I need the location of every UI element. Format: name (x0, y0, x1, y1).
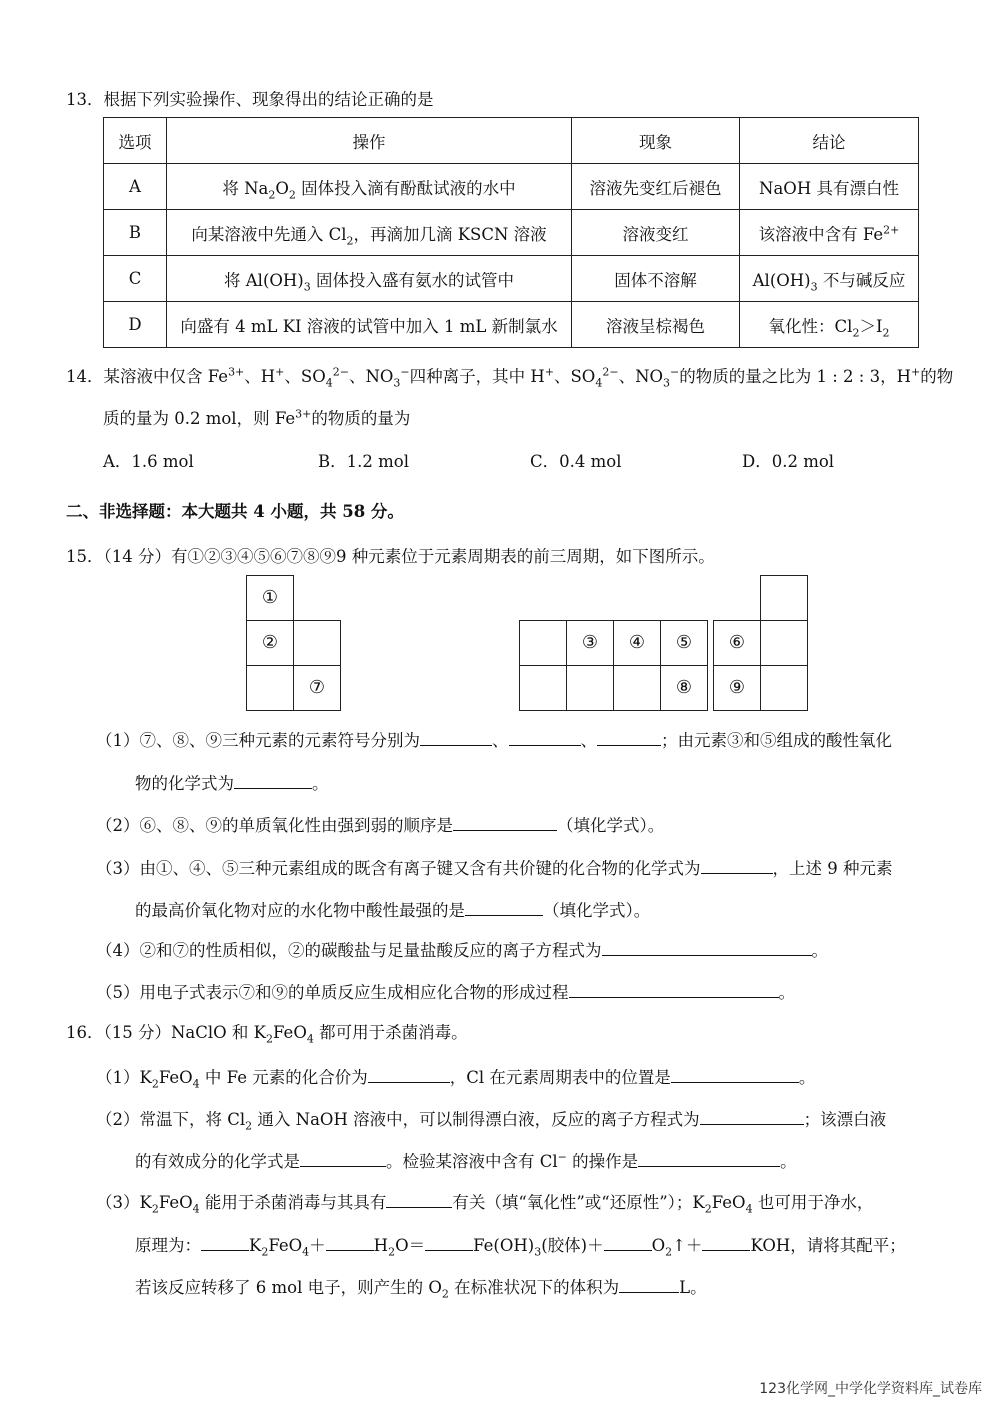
element-cell-empty (519, 620, 567, 666)
element-cell-1: ① (246, 575, 294, 621)
header-conclusion: 结论 (740, 118, 919, 164)
element-cell-8: ⑧ (660, 665, 708, 711)
element-cell-2: ② (246, 620, 294, 666)
q15-stem: 15．（14 分）有①②③④⑤⑥⑦⑧⑨9 种元素位于元素周期表的前三周期，如下图所示。 (66, 547, 715, 566)
answer-blank[interactable] (453, 812, 557, 831)
footer-watermark: 123化学网_中学化学资料库_试卷库 (759, 1381, 982, 1397)
answer-blank[interactable] (671, 1064, 799, 1083)
element-cell-empty (566, 665, 614, 711)
row-conclusion: 该溶液中含有 $Fe^{2+}$ (740, 210, 919, 256)
element-cell-empty (246, 665, 294, 711)
row-operation: 向盛有 4 mL KI 溶液的试管中加入 1 mL 新制氯水 (167, 302, 572, 348)
answer-blank[interactable] (509, 727, 581, 746)
q16-part2: （2）常温下，将 $Cl_2$ 通入 NaOH 溶液中，可以制得漂白液，反应的离子方程式为 ；该漂白液 (96, 1106, 886, 1132)
q14-line1: 14．某溶液中仅含 $Fe^{3+}$、H+、$SO_4^{2-}$、$NO_3^-$四种离子，其中 H+、$SO_4^{2-}$、$NO_3^-$的物质的量之比为 1 : 2 : 3，H+的物 (66, 365, 954, 390)
answer-blank[interactable] (368, 1064, 450, 1083)
answer-blank[interactable] (386, 1189, 452, 1208)
element-cell-6: ⑥ (713, 620, 761, 666)
q15-part3: （3）由①、④、⑤三种元素组成的既含有离子键又含有共价键的化合物的化学式为 ，上述 9 种元素 (96, 855, 893, 881)
coefficient-blank[interactable] (201, 1232, 249, 1251)
q15-part5: （5）用电子式表示⑦和⑨的单质反应生成相应化合物的形成过程 。 (96, 979, 795, 1005)
answer-blank[interactable] (300, 1148, 386, 1167)
q16-stem: 16．（15 分）NaClO 和 $K_2FeO_4$ 都可用于杀菌消毒。 (66, 1023, 468, 1046)
element-cell-4: ④ (613, 620, 661, 666)
row-option: A (104, 164, 167, 210)
coefficient-blank[interactable] (702, 1232, 750, 1251)
row-phenomenon: 固体不溶解 (572, 256, 740, 302)
row-conclusion: $Al(OH)_3$ 不与碱反应 (740, 256, 919, 302)
row-conclusion: 氧化性：$Cl_2>I_2$ (740, 302, 919, 348)
section-title: 二、非选择题：本大题共 4 小题，共 58 分。 (66, 502, 404, 521)
answer-blank[interactable] (234, 770, 312, 789)
q16-part3-cont: 若该反应转移了 6 mol 电子，则产生的 $O_2$ 在标准状况下的体积为 L。 (135, 1274, 707, 1300)
q14-option-c[interactable]: C．0.4 mol (530, 452, 622, 471)
element-cell-empty (760, 620, 808, 666)
row-option: B (104, 210, 167, 256)
table-row (104, 210, 919, 256)
header-operation: 操作 (167, 118, 572, 164)
table-row (104, 164, 919, 210)
row-option: D (104, 302, 167, 348)
answer-blank[interactable] (420, 727, 492, 746)
answer-blank[interactable] (701, 855, 773, 874)
row-operation: 将 $Na_2O_2$ 固体投入滴有酚酞试液的水中 (167, 164, 572, 210)
answer-blank[interactable] (700, 1106, 804, 1125)
coefficient-blank[interactable] (326, 1232, 374, 1251)
element-cell-7: ⑦ (293, 665, 341, 711)
q14-option-a[interactable]: A．1.6 mol (103, 452, 194, 471)
q13-table (103, 117, 919, 348)
row-option: C (104, 256, 167, 302)
coefficient-blank[interactable] (425, 1232, 473, 1251)
element-cell-empty (519, 665, 567, 711)
header-phenomenon: 现象 (572, 118, 740, 164)
row-phenomenon: 溶液呈棕褐色 (572, 302, 740, 348)
element-cell-empty (293, 620, 341, 666)
element-cell-5: ⑤ (660, 620, 708, 666)
row-phenomenon: 溶液先变红后褪色 (572, 164, 740, 210)
header-option: 选项 (104, 118, 167, 164)
element-cell-empty (760, 575, 808, 621)
element-cell-empty (613, 665, 661, 711)
table-row (104, 256, 919, 302)
q16-part2-cont: 的有效成分的化学式是 。检验某溶液中含有 Cl− 的操作是 。 (135, 1148, 797, 1174)
element-cell-9: ⑨ (713, 665, 761, 711)
q15-part3-cont: 的最高价氧化物对应的水化物中酸性最强的是 （填化学式）。 (135, 897, 650, 923)
row-phenomenon: 溶液变红 (572, 210, 740, 256)
answer-blank[interactable] (569, 979, 779, 998)
q16-part1: $(1)K_2FeO_4$ 中 Fe 元素的化合价为 ，Cl 在元素周期表中的位置是 。 (96, 1064, 815, 1090)
q15-part1-cont: 物的化学式为 。 (135, 770, 329, 796)
answer-blank[interactable] (638, 1148, 780, 1167)
q13-stem: 13．根据下列实验操作、现象得出的结论正确的是 (66, 90, 434, 109)
element-cell-empty (760, 665, 808, 711)
element-cell-3: ③ (566, 620, 614, 666)
row-conclusion: NaOH 具有漂白性 (740, 164, 919, 210)
row-operation: 向某溶液中先通入 $Cl_2$，再滴加几滴 KSCN 溶液 (167, 210, 572, 256)
q15-part4: （4）②和⑦的性质相似，②的碳酸盐与足量盐酸反应的离子方程式为 。 (96, 937, 828, 963)
coefficient-blank[interactable] (604, 1232, 652, 1251)
row-operation: 将 $Al(OH)_3$ 固体投入盛有氨水的试管中 (167, 256, 572, 302)
answer-blank[interactable] (602, 937, 812, 956)
answer-blank[interactable] (619, 1274, 679, 1293)
q14-option-b[interactable]: B．1.2 mol (318, 452, 409, 471)
answer-blank[interactable] (597, 727, 661, 746)
q16-part3: $(3)K_2FeO_4$ 能用于杀菌消毒与其具有 有关（填“氧化性”或“还原性”）；$K_2FeO_4$ 也可用于净水， (96, 1189, 873, 1215)
q15-part2: （2）⑥、⑧、⑨的单质氧化性由强到弱的顺序是 （填化学式）。 (96, 812, 664, 838)
q14-line2: 质的量为 0.2 mol，则 $Fe^{3+}$的物质的量为 (103, 407, 411, 428)
q16-part3-equation: 原理为： $K_2FeO_4+ H_2O= Fe(OH)_3$(胶体)＋ $O_2↑+$ KOH，请将其配平； (135, 1232, 906, 1258)
q14-option-d[interactable]: D．0.2 mol (742, 452, 835, 471)
table-row (104, 302, 919, 348)
answer-blank[interactable] (465, 897, 543, 916)
q15-part1: （1）⑦、⑧、⑨三种元素的元素符号分别为 、 、 ；由元素③和⑤组成的酸性氧化 (96, 727, 892, 753)
